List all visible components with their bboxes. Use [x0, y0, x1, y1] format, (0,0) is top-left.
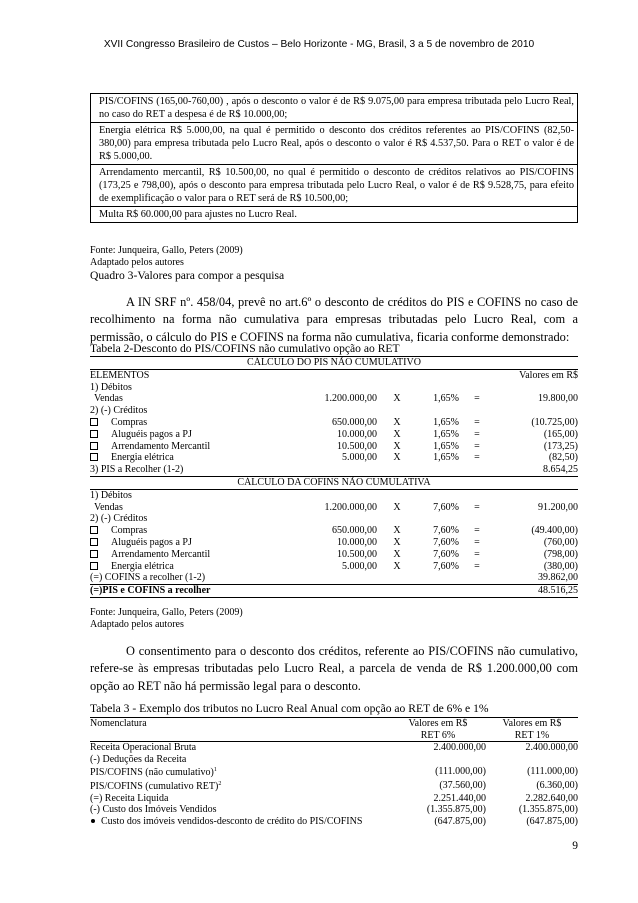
cell-value-ret6: (1.355.875,00) [426, 804, 486, 816]
elementos-header: ELEMENTOS [90, 369, 150, 381]
table-row [90, 405, 578, 417]
cell-label: PIS/COFINS (cumulativo RET) [90, 780, 219, 792]
cell-rate: 1,65% [433, 428, 459, 440]
cell-times: X [393, 501, 401, 513]
cell-value-ret6 [390, 754, 486, 766]
bullet-dot-icon [91, 819, 95, 823]
cell-label: Energia elétrica [111, 560, 174, 572]
cell-label: Receita Operacional Bruta [90, 742, 197, 754]
nomenclatura-header: Nomenclatura [90, 718, 390, 730]
cell-equals: = [474, 452, 480, 464]
cell-label: Arrendamento Mercantil [111, 548, 211, 560]
cell-times: X [393, 416, 401, 428]
debitos-label: 1) Débitos [90, 381, 132, 393]
quadro-3-box [90, 93, 578, 223]
quadro-row-pis-cofins: PIS/COFINS (165,00-760,00) , após o desconto o valor é de R$ 9.075,00 para empresa tributada pelo Lucro Real, no caso do RET a despesa é de R$ 10.000,00; [90, 94, 578, 123]
vendas-label: Vendas [94, 501, 123, 513]
table-row [90, 525, 578, 537]
cell-value: 5.000,00 [342, 560, 377, 572]
table-row [90, 429, 578, 441]
table-row [90, 452, 578, 464]
cell-value: 10.500,00 [337, 548, 377, 560]
cell-label: Aluguéis pagos a PJ [111, 428, 192, 440]
table-row [90, 742, 578, 754]
page-header: XVII Congresso Brasileiro de Custos – Belo Horizonte - MG, Brasil, 3 a 5 de novembro de 2010 [103, 39, 535, 50]
quadro-source: Fonte: Junqueira, Gallo, Peters (2009) [90, 245, 243, 256]
table-row [90, 489, 578, 501]
cell-label: PIS/COFINS (não cumulativo) [90, 767, 214, 779]
cell-value-ret1: 2.400.000,00 [525, 742, 578, 754]
cell-times: X [393, 548, 401, 560]
cell-label: Compras [111, 525, 148, 537]
table-row [90, 417, 578, 429]
paragraph-in-srf-text: A IN SRF nº. 458/04, prevê no art.6º o desconto de créditos do PIS e COFINS no caso de recolhimento na forma não cumulativa para empresas tributadas pelo Lucro Real, com a permissão, o cálculo do PIS e COFINS na forma não cumulativa, ficaria conforme demonstrado: [90, 295, 578, 344]
cell-value: 10.000,00 [337, 536, 377, 548]
cell-value-ret1: (647.875,00) [526, 815, 578, 827]
footnote-marker: 1 [213, 767, 217, 774]
cell-rate: 7,60% [433, 536, 459, 548]
cell-label: (-) Deduções da Receita [90, 753, 187, 765]
table-row [90, 549, 578, 561]
tabela-2-caption: Tabela 2-Desconto do PIS/COFINS não cumulativo opção ao RET [90, 342, 400, 355]
cell-equals: = [474, 416, 480, 428]
tabela-2 [90, 356, 578, 598]
cell-rate: 1,65% [433, 416, 459, 428]
cell-value-ret6: (647.875,00) [434, 815, 486, 827]
cell-value-ret6: 2.400.000,00 [433, 742, 486, 754]
ret6-header-b: RET 6% [390, 730, 486, 742]
cell-value-ret1: (6.360,00) [536, 779, 578, 791]
cell-result: (82,50) [548, 452, 578, 464]
valores-header: Valores em R$ [519, 369, 578, 381]
checkbox-bullet-icon [90, 442, 98, 450]
quadro-row-multa: Multa R$ 60.000,00 para ajustes no Lucro Real. [90, 207, 578, 223]
vendas-label: Vendas [94, 393, 123, 405]
cell-times: X [393, 560, 401, 572]
cell-rate: 7,60% [433, 548, 459, 560]
table-row [90, 816, 578, 828]
cell-label: Arrendamento Mercantil [111, 440, 211, 452]
cell-value-ret1: (111.000,00) [527, 766, 578, 778]
checkbox-bullet-icon [90, 550, 98, 558]
creditos-label: 2) (-) Créditos [90, 513, 148, 525]
table-row [90, 730, 578, 742]
creditos-label: 2) (-) Créditos [90, 405, 148, 417]
cell-value: 650.000,00 [332, 525, 377, 537]
tabela-3 [90, 717, 578, 827]
pis-total-value: 8.654,25 [495, 464, 578, 476]
quadro-row-energia: Energia elétrica R$ 5.000,00, na qual é permitido o desconto dos créditos referentes ao PIS/COFINS (82,50-380,00) para empresa tributada pelo Lucro Real, após o desconto o valor é R$ 4.537,50. Para o RET o valor é de R$ 5.000,00. [90, 123, 578, 165]
cell-times: X [393, 440, 401, 452]
table-row [90, 779, 578, 793]
checkbox-bullet-icon [90, 538, 98, 546]
paragraph-in-srf [90, 294, 578, 346]
table-row [90, 357, 578, 370]
table-row [90, 793, 578, 805]
table-row [90, 393, 578, 405]
cell-equals: = [474, 536, 480, 548]
quadro-caption: Quadro 3-Valores para compor a pesquisa [90, 269, 285, 282]
table-row [90, 382, 578, 394]
cell-equals: = [474, 560, 480, 572]
checkbox-bullet-icon [90, 562, 98, 570]
cell-rate: 7,60% [433, 560, 459, 572]
cofins-section-title: CÁLCULO DA COFINS NÃO CUMULATIVA [90, 476, 578, 489]
cell-result: (380,00) [543, 560, 578, 572]
table-row [90, 476, 578, 489]
cell-equals: = [474, 525, 480, 537]
cell-equals: = [474, 393, 480, 405]
cell-value-ret6: (111.000,00) [435, 766, 486, 778]
cell-equals: = [474, 440, 480, 452]
cell-value: 10.000,00 [337, 428, 377, 440]
cell-value-ret1 [486, 754, 578, 766]
table-row [90, 572, 578, 584]
checkbox-bullet-icon [90, 526, 98, 534]
cell-result: 19.800,00 [538, 393, 578, 405]
cell-result: 91.200,00 [538, 501, 578, 513]
cell-result: (165,00) [543, 428, 578, 440]
cell-value-ret6: 2.251.440,00 [433, 792, 486, 804]
table-row [90, 561, 578, 573]
checkbox-bullet-icon [90, 453, 98, 461]
cell-value-ret1: (1.355.875,00) [518, 804, 578, 816]
table-row [90, 537, 578, 549]
cell-rate: 1,65% [433, 440, 459, 452]
grand-total-value: 48.516,25 [495, 585, 578, 598]
ret1-header-b: RET 1% [486, 730, 578, 742]
cell-times: X [393, 428, 401, 440]
table-row [90, 369, 578, 381]
quadro-row-arrendamento: Arrendamento mercantil, R$ 10.500,00, no qual é permitido o desconto de créditos relativos ao PIS/COFINS (173,25 e 798,00), após o desconto para empresa tributada pelo Lucro Real, o valor é de R$ 9.528,75, para efeito de exemplificação o valor para o RET será de R$ 10.500,00; [90, 165, 578, 207]
cell-equals: = [474, 548, 480, 560]
cell-value-ret1: 2.282.640,00 [525, 792, 578, 804]
cell-result: (798,00) [543, 548, 578, 560]
cofins-total-label: (=) COFINS a recolher (1-2) [90, 572, 206, 584]
ret1-header-a: Valores em R$ [486, 718, 578, 730]
cell-equals: = [474, 428, 480, 440]
cell-result: (760,00) [543, 536, 578, 548]
cell-value: 1.200.000,00 [324, 393, 377, 405]
table-row [90, 585, 578, 598]
cell-rate: 7,60% [433, 525, 459, 537]
table-row [90, 804, 578, 816]
paragraph-consentimento-text: O consentimento para o desconto dos créditos, referente ao PIS/COFINS não cumulativo, refere-se às empresas tributadas pelo Lucro Real, a parcela de venda de R$ 1.200.000,00 com opção ao RET não há permissão legal para o desconto. [90, 644, 578, 693]
checkbox-bullet-icon [90, 418, 98, 426]
quadro-adapted: Adaptado pelos autores [90, 257, 184, 268]
cell-value: 650.000,00 [332, 416, 377, 428]
cell-label: Aluguéis pagos a PJ [111, 536, 192, 548]
cell-result: (173,25) [543, 440, 578, 452]
cell-equals: = [474, 501, 480, 513]
pis-section-title: CÁLCULO DO PIS NÃO CUMULATIVO [90, 357, 578, 370]
table-row [90, 513, 578, 525]
table-row [90, 765, 578, 779]
cell-value-ret6: (37.560,00) [439, 779, 486, 791]
page-number: 9 [572, 840, 578, 852]
cell-value: 1.200.000,00 [324, 501, 377, 513]
checkbox-bullet-icon [90, 430, 98, 438]
ret6-header-a: Valores em R$ [390, 718, 486, 730]
cell-result: (10.725,00) [531, 416, 578, 428]
cell-rate: 7,60% [433, 501, 459, 513]
cell-label: Compras [111, 416, 148, 428]
pis-total-label: 3) PIS a Recolher (1-2) [90, 464, 495, 476]
table-row [90, 718, 578, 730]
cell-times: X [393, 525, 401, 537]
cell-times: X [393, 536, 401, 548]
cell-rate: 1,65% [433, 452, 459, 464]
cell-times: X [393, 393, 401, 405]
cell-rate: 1,65% [433, 393, 459, 405]
tabela-2-source: Fonte: Junqueira, Gallo, Peters (2009) [90, 607, 243, 618]
cell-label: Energia elétrica [111, 452, 174, 464]
cell-label: Custo dos imóveis vendidos-desconto de crédito do PIS/COFINS [101, 815, 363, 827]
table-row [90, 502, 578, 514]
cell-label: (=) Receita Liquida [90, 792, 169, 804]
cofins-total-value: 39.862,00 [538, 572, 578, 584]
cell-result: (49.400,00) [531, 525, 578, 537]
cell-label: (-) Custo dos Imóveis Vendidos [90, 804, 217, 816]
cell-times: X [393, 452, 401, 464]
tabela-2-adapted: Adaptado pelos autores [90, 619, 184, 630]
table-row [90, 464, 578, 476]
footnote-marker: 2 [218, 780, 222, 787]
grand-total-label: (=)PIS e COFINS a recolher [90, 585, 495, 598]
cell-value: 5.000,00 [342, 452, 377, 464]
tabela-3-caption: Tabela 3 - Exemplo dos tributos no Lucro Real Anual com opção ao RET de 6% e 1% [90, 702, 489, 715]
debitos-label: 1) Débitos [90, 489, 132, 501]
table-row [90, 754, 578, 766]
paragraph-consentimento [90, 643, 578, 695]
cell-value: 10.500,00 [337, 440, 377, 452]
table-row [90, 441, 578, 453]
